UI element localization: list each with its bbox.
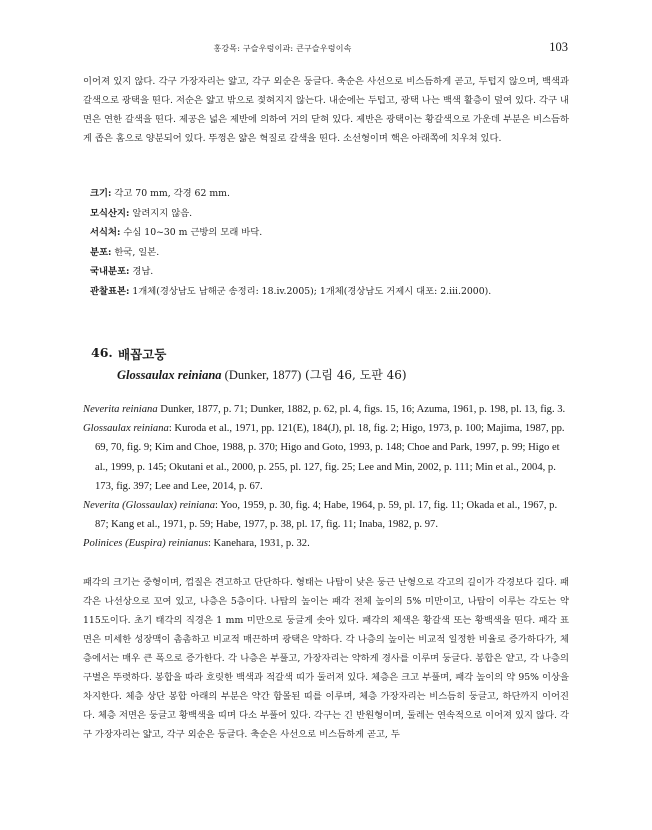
fact-label: 분포: [90, 246, 108, 258]
synonym-references: : Kuroda et al., 1971, pp. 121(E), 184(J), pl. 18, fig. 2; Higo, 1973, p. 100; Majima, 1987, pp. 69, 70, fig. 9; Kim and Choe, 1988, p. 370; Higo and Goto, 1993, p. 148; Choe and Park, 1997, p. 99; Higo et al., 1999, p. 145; Okutani et al., 2000, p. 255, pl. 127, fig. 25; Lee and Min, 2002, p. 111; Min et al., 2004, p. 173, fig. 397; Lee and Lee, 2014, p. 67.: [95, 423, 565, 492]
synonym-references: : Kanehara, 1931, p. 32.: [207, 538, 310, 550]
species-number: 46.: [91, 345, 113, 360]
fact-label: 크기: [90, 188, 108, 199]
description-paragraph: 패각의 크기는 중형이며, 껍질은 견고하고 단단하다. 형태는 나탑이 낮은 둥근 난형으로 각고의 길이가 각경보다 길다. 패각은 나선상으로 꼬여 있고, 나층은 5층이다. 나탑의 높이는 패각 전체 높이의 5% 미만이고, 나탑이 이루는 각도는 약 115도이다. 초기 태각의 직경은 1 mm 미만으로 둥글게 솟아 있다. 패각의 체색은 황갈색 또는 황백색을 띤다. 패각 표면은 미세한 성장맥이 촘촘하고 비교적 매끈하며 광택은 약하다. 각 나층의 높이는 비교적 일정한 비율로 증가하다가, 체층에서는 매우 큰 폭으로 증가한다. 각 나층은 부풀고, 가장자리는 약하게 경사를 이루며 둥글다. 봉합은 얕고, 각 나층의 구별은 뚜렷하다. 봉합을 따라 흐릿한 백색과 적갈색 띠가 둘러져 있다. 체층은 크고 부풀며, 패각 높이의 약 95% 이상을 차지한다. 체층 상단 봉합 아래의 부분은 약간 함몰된 띠를 이루며, 체층 가장자리는 비스듬히 둥글고, 하단까지 이어진다. 체층 저면은 둥글고 황백색을 띠며 다소 부풀어 있다. 각구는 긴 반원형이며, 둘레는 연속적으로 이어져 있지 않다. 각구 가장자리는 얇고, 각구 외순은 둥글다. 축순은 사선으로 비스듬하게 곧고, 두: [83, 577, 569, 740]
synonym-references: : Yoo, 1959, p. 30, fig. 4; Habe, 1964, p. 59, pl. 17, fig. 11; Okada et al., 1967, p. 87; Kang et al., 1971, p. 59; Habe, 1977, p. 38, pl. 17, fig. 11; Inaba, 1982, p. 97.: [95, 500, 558, 531]
fact-value: 1개체(경상남도 남해군 송정리: 18.iv.2005); 1개체(경상남도 거제시 대포: 2.iii.2000).: [132, 285, 492, 297]
fact-label: 모식산지: [90, 207, 126, 219]
fact-domestic-distribution: 국내분포: 경남.: [90, 266, 154, 277]
species-scientific-name: Glossaulax reiniana: [117, 368, 222, 382]
fact-examined-specimens: 관찰표본: 1개체(경상남도 남해군 송정리: 18.iv.2005); 1개체(경상남도 거제시 대포: 2.iii.2000).: [90, 285, 492, 297]
synonym-name: Polinices (Euspira) reinianus: [83, 538, 208, 550]
species-korean-name: 배꼽고둥: [118, 347, 167, 362]
synonym-name: Glossaulax reiniana: [83, 423, 169, 435]
fact-label: 국내분포: [90, 266, 126, 277]
fact-value: 한국, 일본.: [114, 246, 160, 258]
fact-habitat: 서식처: 수심 10~30 m 근방의 모래 바닥.: [90, 227, 263, 238]
synonym-name: Neverita (Glossaulax) reiniana: [83, 500, 216, 512]
synonym-name: Neverita reiniana: [83, 404, 158, 415]
synonym-entry: [83, 419, 569, 496]
fact-label: 관찰표본: [90, 285, 126, 297]
fact-value: 각고 70 mm, 각경 62 mm.: [114, 188, 230, 199]
synonymy-list: [83, 400, 569, 554]
species-heading: [117, 366, 407, 383]
species-facts-list: [90, 184, 570, 301]
fact-size: 크기: 각고 70 mm, 각경 62 mm.: [90, 188, 230, 199]
synonym-entry: [83, 496, 569, 534]
synonym-entry: [83, 534, 569, 553]
species-authority: (Dunker, 1877): [221, 368, 302, 382]
fact-value: 수심 10~30 m 근방의 모래 바닥.: [123, 227, 263, 238]
intro-paragraph: 이어져 있지 않다. 각구 가장자리는 얇고, 각구 외순은 둥글다. 축순은 사선으로 비스듬하게 곧고, 두텁지 않으며, 백색과 갈색으로 광택을 띤다. 저순은 얇고 밖으로 젖혀지지 않는다. 내순에는 두텁고, 광택 나는 백색 활층이 덮여 있다. 각구 내면은 연한 갈색을 띤다. 제공은 넓은 제반에 의하여 거의 닫혀 있다. 제반은 광택이는 황갈색으로 가운데 부분은 비스듬하게 좁은 홈으로 양분되어 있다. 뚜껑은 얇은 혁질로 갈색을 띤다. 소선형이며 핵은 아래쪽에 치우쳐 있다.: [83, 76, 569, 144]
synonym-references: Dunker, 1877, p. 71; Dunker, 1882, p. 62, pl. 4, figs. 15, 16; Azuma, 1961, p. 198, pl. 13, fig. 3.: [157, 404, 566, 415]
fact-label: 서식처: [90, 227, 117, 238]
fact-type-locality: 모식산지: 알려지지 않음.: [90, 207, 193, 219]
fact-value: 알려지지 않음.: [132, 207, 193, 219]
synonym-entry: [83, 400, 569, 419]
fact-value: 경남.: [132, 266, 154, 277]
running-header-title: 홍강목: 구슬우렁이과: 큰구슬우렁이속: [213, 44, 352, 53]
page-number: 103: [549, 40, 568, 54]
fact-distribution: 분포: 한국, 일본.: [90, 246, 160, 258]
species-figure-reference: (그림 46, 도판 46): [301, 368, 407, 382]
